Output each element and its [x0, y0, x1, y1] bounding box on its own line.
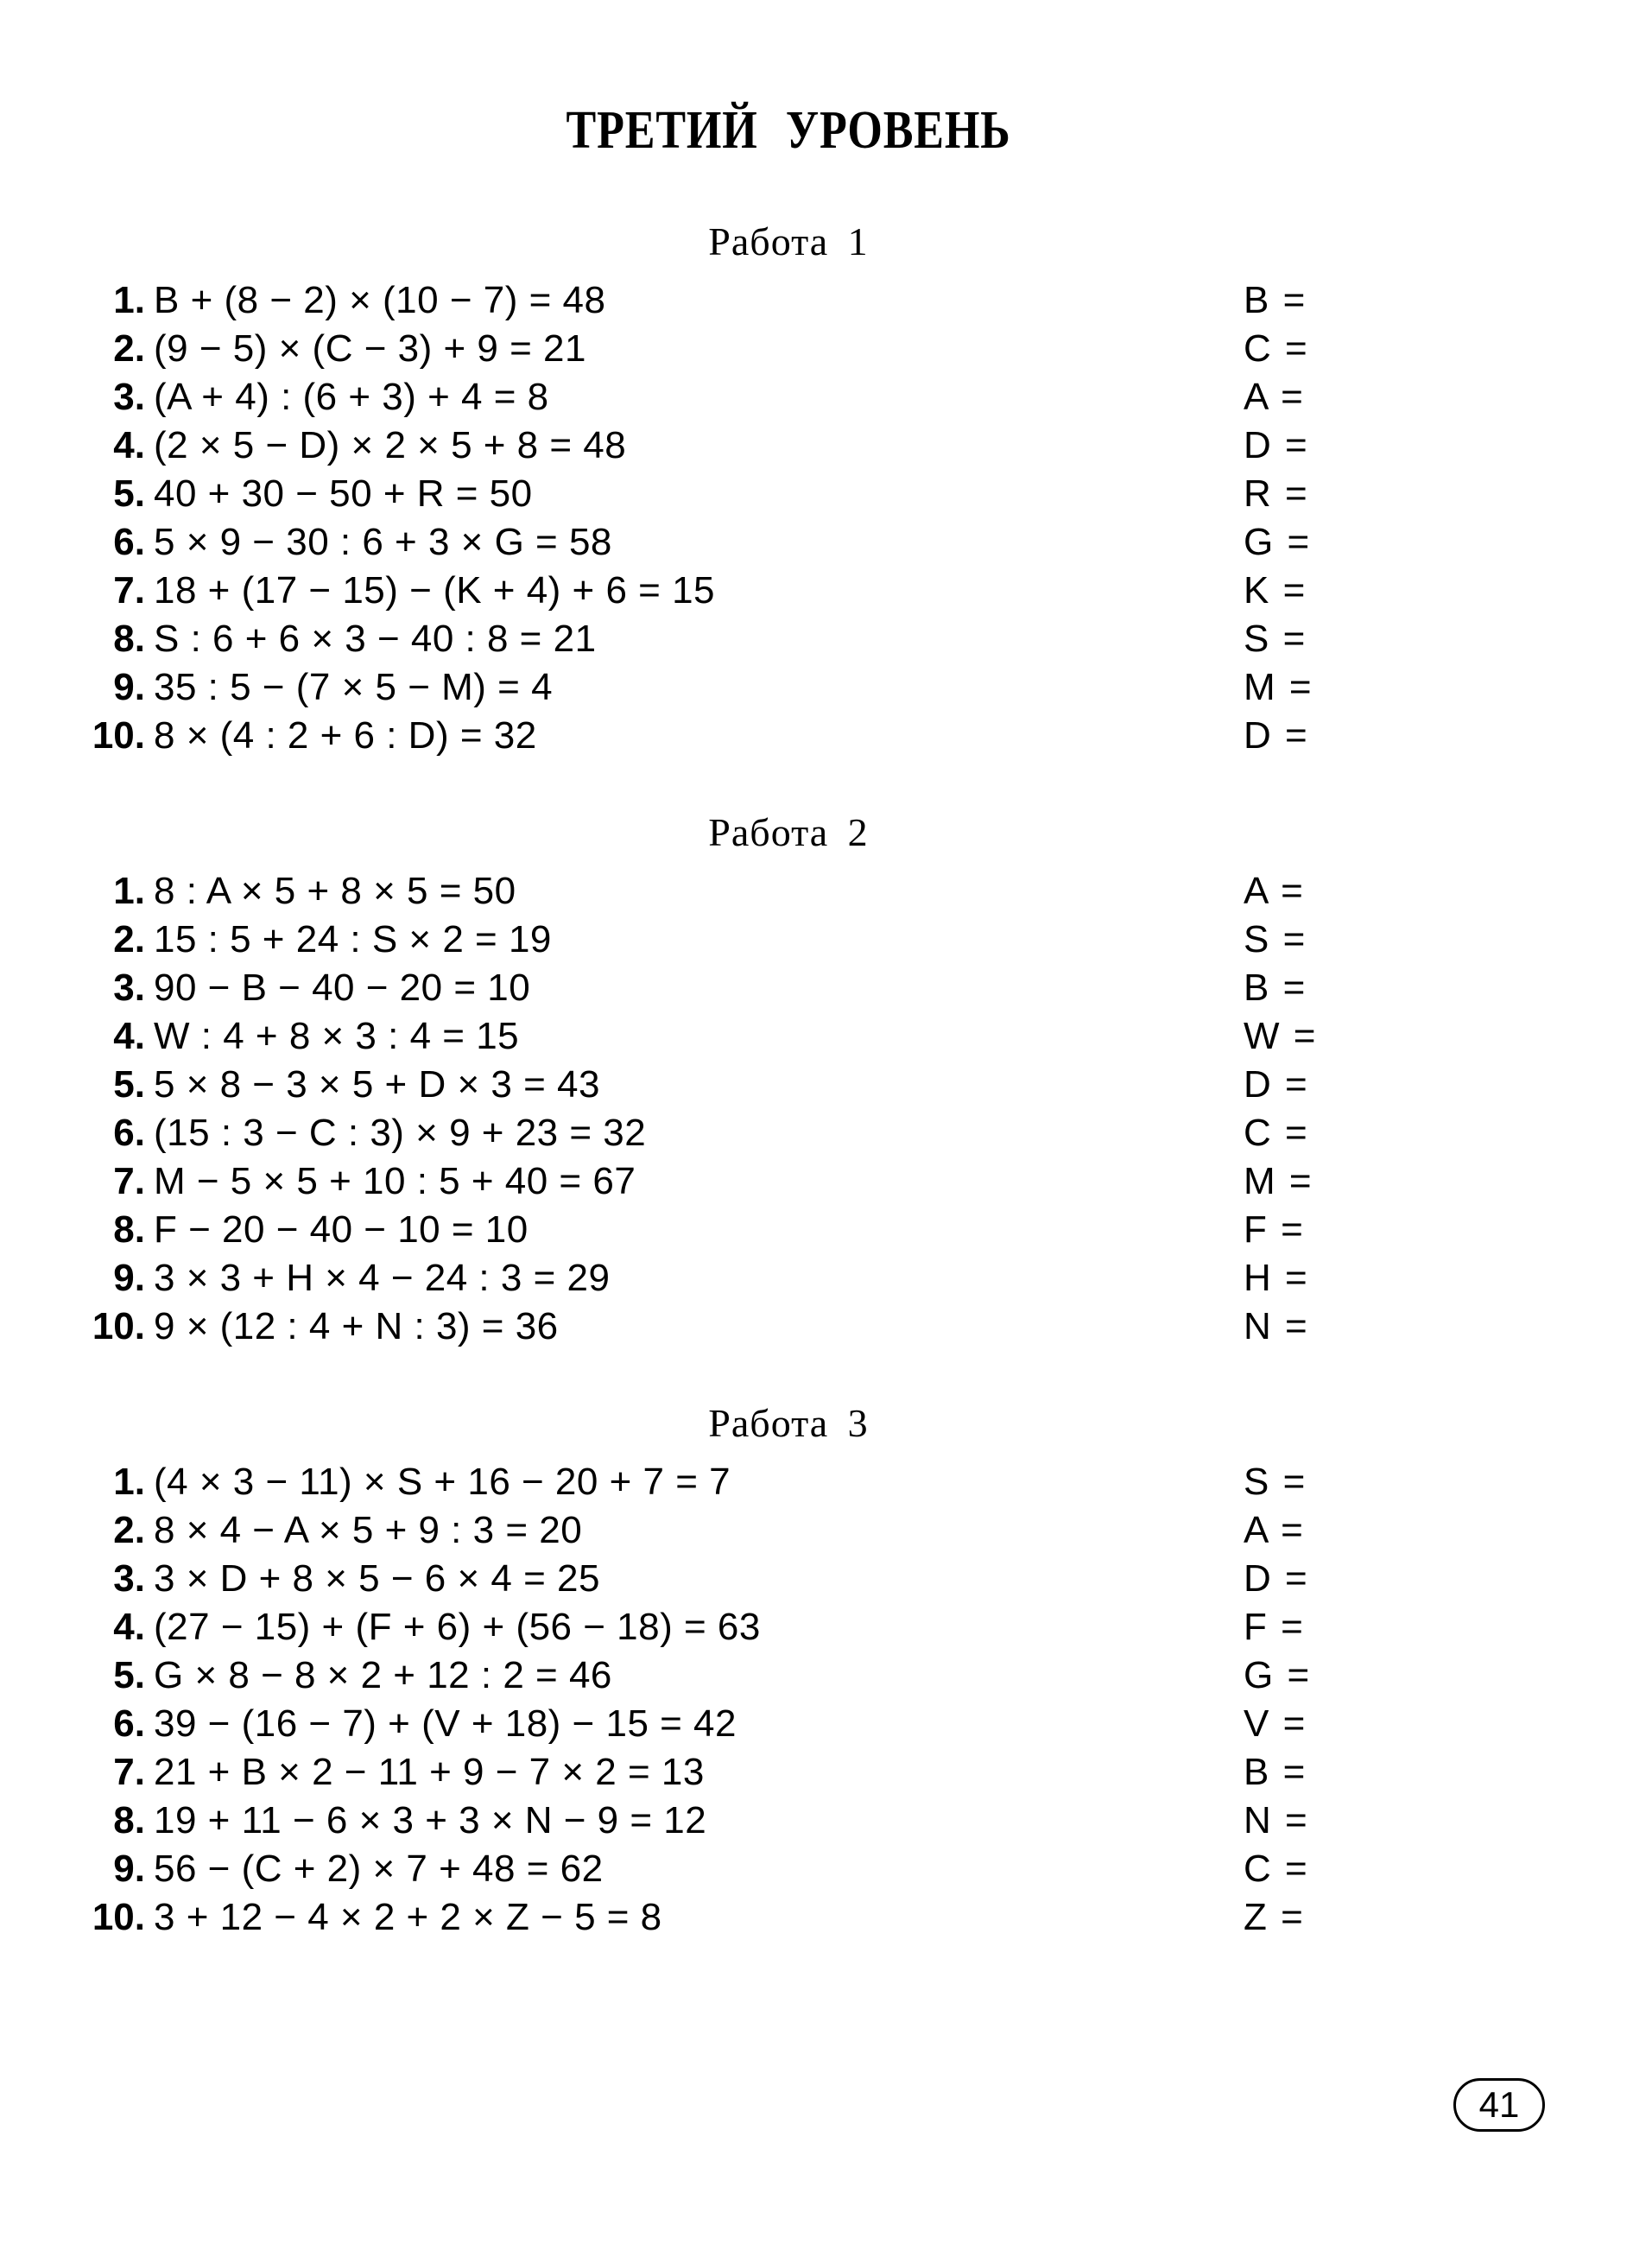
problem-row	[86, 712, 1491, 760]
page-title: ТРЕТИЙ УРОВЕНЬ	[566, 101, 1011, 160]
problem-row	[86, 1845, 1491, 1893]
problem-number: 9.	[113, 1848, 145, 1890]
problem-number: 3.	[113, 1557, 145, 1600]
problem-equation: 18 + (17 − 15) − (K + 4) + 6 = 15	[154, 569, 716, 612]
problem-equation: 5 × 9 − 30 : 6 + 3 × G = 58	[154, 521, 612, 563]
problem-equation: 21 + B × 2 − 11 + 9 − 7 × 2 = 13	[154, 1751, 705, 1793]
problem-number: 5.	[113, 1063, 145, 1106]
problem-number: 9.	[113, 666, 145, 708]
problem-equation: 3 × 3 + H × 4 − 24 : 3 = 29	[154, 1257, 611, 1299]
problem-equation: 8 : A × 5 + 8 × 5 = 50	[154, 870, 516, 912]
problem-number: 6.	[113, 521, 145, 563]
work-section	[86, 810, 1491, 1351]
problem-equation: 3 × D + 8 × 5 − 6 × 4 = 25	[154, 1557, 600, 1600]
problem-row	[86, 615, 1491, 663]
answer-blank: K =	[1244, 569, 1307, 612]
problem-number: 10.	[92, 714, 145, 757]
problem-row	[86, 1458, 1491, 1506]
answer-blank: M =	[1244, 666, 1313, 708]
problem-row	[86, 964, 1491, 1012]
problem-row	[86, 1303, 1491, 1351]
problem-equation: F − 20 − 40 − 10 = 10	[154, 1208, 529, 1251]
workbook-page	[0, 102, 1652, 2244]
problem-row	[86, 1206, 1491, 1254]
problem-number: 3.	[113, 376, 145, 418]
answer-blank: S =	[1244, 918, 1307, 960]
problem-row	[86, 1700, 1491, 1748]
problem-equation: 15 : 5 + 24 : S × 2 = 19	[154, 918, 552, 960]
answer-blank: F =	[1244, 1606, 1305, 1648]
problem-equation: 8 × 4 − A × 5 + 9 : 3 = 20	[154, 1509, 583, 1551]
problem-number: 6.	[113, 1112, 145, 1154]
answer-blank: W =	[1244, 1015, 1318, 1057]
problem-equation: (A + 4) : (6 + 3) + 4 = 8	[154, 376, 549, 418]
answer-blank: C =	[1244, 327, 1309, 370]
problem-equation: (9 − 5) × (C − 3) + 9 = 21	[154, 327, 586, 370]
problem-number: 1.	[113, 870, 145, 912]
problem-equation: (4 × 3 − 11) × S + 16 − 20 + 7 = 7	[154, 1461, 731, 1503]
section-body	[86, 1458, 1491, 1942]
problem-row	[86, 567, 1491, 615]
answer-blank: N =	[1244, 1305, 1309, 1347]
problem-equation: 3 + 12 − 4 × 2 + 2 × Z − 5 = 8	[154, 1896, 662, 1938]
problem-equation: (15 : 3 − C : 3) × 9 + 23 = 32	[154, 1112, 647, 1154]
problem-row	[86, 373, 1491, 422]
answer-blank: C =	[1244, 1112, 1309, 1154]
problem-row	[86, 1555, 1491, 1603]
problem-number: 3.	[113, 967, 145, 1009]
problem-number: 4.	[113, 1606, 145, 1648]
problem-equation: 90 − B − 40 − 20 = 10	[154, 967, 531, 1009]
answer-blank: M =	[1244, 1160, 1313, 1202]
problem-equation: 35 : 5 − (7 × 5 − M) = 4	[154, 666, 554, 708]
problem-number: 6.	[113, 1702, 145, 1745]
problem-row	[86, 1061, 1491, 1109]
problem-number: 7.	[113, 1751, 145, 1793]
answer-blank: G =	[1244, 521, 1312, 563]
problem-equation: (27 − 15) + (F + 6) + (56 − 18) = 63	[154, 1606, 761, 1648]
answer-blank: D =	[1244, 424, 1309, 466]
problem-row	[86, 422, 1491, 470]
problem-row	[86, 325, 1491, 373]
problem-number: 5.	[113, 1654, 145, 1696]
answer-blank: A =	[1244, 376, 1305, 418]
problem-row	[86, 663, 1491, 712]
answer-blank: B =	[1244, 279, 1307, 321]
problem-row	[86, 1506, 1491, 1555]
problem-equation: B + (8 − 2) × (10 − 7) = 48	[154, 279, 606, 321]
answer-blank: D =	[1244, 1063, 1309, 1106]
answer-blank: B =	[1244, 1751, 1307, 1793]
section-body	[86, 276, 1491, 760]
problem-row	[86, 1651, 1491, 1700]
problem-equation: 40 + 30 − 50 + R = 50	[154, 472, 533, 515]
problem-equation: (2 × 5 − D) × 2 × 5 + 8 = 48	[154, 424, 627, 466]
problem-equation: 39 − (16 − 7) + (V + 18) − 15 = 42	[154, 1702, 737, 1745]
page-number: 41	[1478, 2084, 1520, 2125]
problem-equation: 8 × (4 : 2 + 6 : D) = 32	[154, 714, 537, 757]
answer-blank: B =	[1244, 967, 1307, 1009]
problem-number: 7.	[113, 1160, 145, 1202]
answer-blank: Z =	[1244, 1896, 1305, 1938]
problem-row	[86, 1254, 1491, 1303]
answer-blank: D =	[1244, 714, 1309, 757]
problem-row	[86, 1157, 1491, 1206]
answer-blank: A =	[1244, 870, 1305, 912]
problem-number: 9.	[113, 1257, 145, 1299]
problem-number: 10.	[92, 1305, 145, 1347]
answer-blank: S =	[1244, 1461, 1307, 1503]
answer-blank: C =	[1244, 1848, 1309, 1890]
problem-row	[86, 867, 1491, 916]
problem-number: 8.	[113, 1799, 145, 1841]
problem-row	[86, 470, 1491, 518]
answer-blank: D =	[1244, 1557, 1309, 1600]
problem-equation: 9 × (12 : 4 + N : 3) = 36	[154, 1305, 559, 1347]
work-section	[86, 219, 1491, 760]
problem-row	[86, 1748, 1491, 1797]
problem-row	[86, 518, 1491, 567]
problem-equation: W : 4 + 8 × 3 : 4 = 15	[154, 1015, 520, 1057]
problem-equation: S : 6 + 6 × 3 − 40 : 8 = 21	[154, 618, 597, 660]
answer-blank: F =	[1244, 1208, 1305, 1251]
problem-number: 8.	[113, 1208, 145, 1251]
answer-blank: S =	[1244, 618, 1307, 660]
page-number-badge	[1453, 2078, 1545, 2132]
problem-number: 2.	[113, 327, 145, 370]
problem-equation: M − 5 × 5 + 10 : 5 + 40 = 67	[154, 1160, 636, 1202]
problem-row	[86, 1109, 1491, 1157]
work-section	[86, 1401, 1491, 1942]
answer-blank: N =	[1244, 1799, 1309, 1841]
problem-equation: 19 + 11 − 6 × 3 + 3 × N − 9 = 12	[154, 1799, 707, 1841]
section-heading: Работа 3	[708, 1401, 869, 1445]
problem-equation: G × 8 − 8 × 2 + 12 : 2 = 46	[154, 1654, 612, 1696]
problem-number: 4.	[113, 424, 145, 466]
problem-number: 1.	[113, 1461, 145, 1503]
answer-blank: H =	[1244, 1257, 1309, 1299]
section-heading: Работа 2	[708, 810, 869, 854]
problem-row	[86, 1012, 1491, 1061]
section-body	[86, 867, 1491, 1351]
problem-number: 2.	[113, 1509, 145, 1551]
section-heading: Работа 1	[708, 219, 869, 263]
problem-number: 5.	[113, 472, 145, 515]
problem-number: 7.	[113, 569, 145, 612]
problem-row	[86, 916, 1491, 964]
problem-number: 4.	[113, 1015, 145, 1057]
answer-blank: R =	[1244, 472, 1309, 515]
problem-number: 2.	[113, 918, 145, 960]
answer-blank: G =	[1244, 1654, 1312, 1696]
problem-row	[86, 1797, 1491, 1845]
problem-row	[86, 276, 1491, 325]
answer-blank: V =	[1244, 1702, 1307, 1745]
answer-blank: A =	[1244, 1509, 1305, 1551]
sections-container	[86, 219, 1491, 1942]
problem-number: 8.	[113, 618, 145, 660]
problem-number: 10.	[92, 1896, 145, 1938]
problem-row	[86, 1893, 1491, 1942]
problem-equation: 5 × 8 − 3 × 5 + D × 3 = 43	[154, 1063, 600, 1106]
problem-row	[86, 1603, 1491, 1651]
problem-equation: 56 − (C + 2) × 7 + 48 = 62	[154, 1848, 604, 1890]
problem-number: 1.	[113, 279, 145, 321]
page-content	[86, 102, 1491, 1942]
